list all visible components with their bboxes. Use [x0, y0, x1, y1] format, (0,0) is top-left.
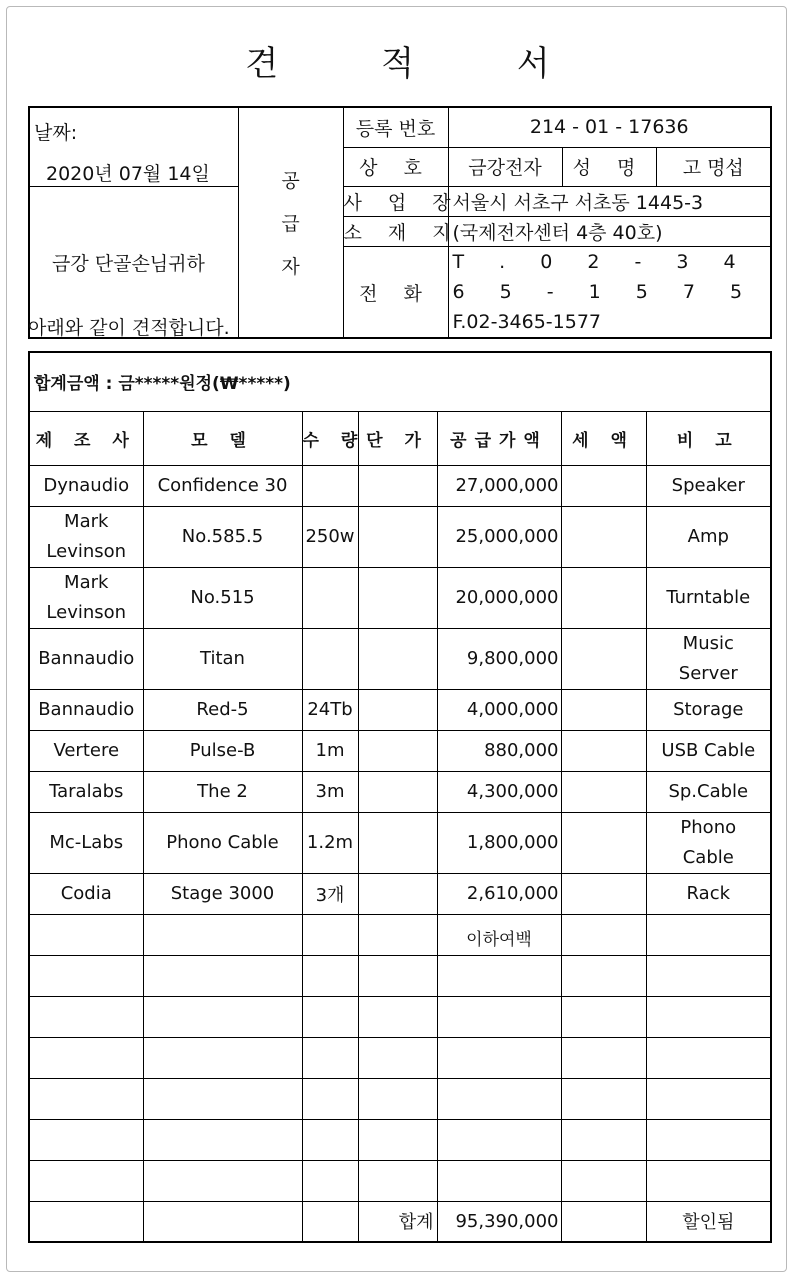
- reg-value: 214 - 01 - 17636: [448, 107, 771, 147]
- table-row: [29, 567, 771, 628]
- phone-number: T . 0 2 - 3 4 6 5 - 1 5 7 5: [452, 251, 757, 303]
- tax-cell: [561, 730, 646, 771]
- blank-marker: 이하여백: [437, 914, 561, 955]
- footer-cell: [302, 1201, 358, 1242]
- blank-cell: [561, 914, 646, 955]
- note-text: Sp.Cable: [668, 781, 749, 802]
- table-row: [29, 873, 771, 914]
- maker-text: Dynaudio: [43, 475, 130, 496]
- blank-cell: [646, 1119, 771, 1160]
- table-row: [29, 506, 771, 567]
- date-value: 2020년 07월 14일: [46, 163, 210, 185]
- address-line-1: 서울시 서초구 서초동 1445-3: [448, 187, 771, 217]
- maker-text: Mark: [64, 510, 109, 532]
- tax-cell: [561, 465, 646, 506]
- blank-cell: [143, 996, 302, 1037]
- note-text: Cable: [682, 846, 734, 868]
- blank-cell: [29, 1119, 143, 1160]
- date-cell: [29, 107, 238, 187]
- blank-row: [29, 1078, 771, 1119]
- model-cell: Stage 3000: [143, 873, 302, 914]
- blank-cell: [646, 1037, 771, 1078]
- maker-cell: [29, 567, 143, 628]
- note-text: Phono: [680, 816, 737, 838]
- blank-cell: [29, 914, 143, 955]
- header-supply-amount: 공급가액: [437, 411, 561, 465]
- blank-cell: [302, 1160, 358, 1201]
- blank-cell: [561, 1119, 646, 1160]
- blank-cell: [358, 1078, 437, 1119]
- note-text: Speaker: [671, 475, 745, 496]
- blank-cell: [646, 1078, 771, 1119]
- maker-cell: [29, 506, 143, 567]
- blank-cell: [358, 1119, 437, 1160]
- maker-cell: [29, 628, 143, 689]
- note-cell: [646, 689, 771, 730]
- blank-cell: [302, 1119, 358, 1160]
- unit-price-cell: [358, 873, 437, 914]
- address-label-2: 소 재 지: [343, 217, 448, 247]
- maker-text: Bannaudio: [38, 699, 135, 720]
- qty-cell: 3개: [302, 873, 358, 914]
- note-text: Turntable: [666, 587, 751, 608]
- address-label-1: 사 업 장: [343, 187, 448, 217]
- footer-label: 합계: [358, 1201, 437, 1242]
- header-note: 비 고: [646, 411, 771, 465]
- blank-cell: [29, 996, 143, 1037]
- maker-text: Codia: [60, 883, 112, 904]
- note-cell: [646, 465, 771, 506]
- blank-cell: [561, 1078, 646, 1119]
- supplier-side-label: 공 급 자: [238, 107, 343, 338]
- blank-cell: [437, 1078, 561, 1119]
- supply-amount-cell: 880,000: [437, 730, 561, 771]
- blank-cell: [646, 996, 771, 1037]
- blank-cell: [143, 1037, 302, 1078]
- header-qty: 수 량: [302, 411, 358, 465]
- supply-amount-cell: 9,800,000: [437, 628, 561, 689]
- model-cell: Confidence 30: [143, 465, 302, 506]
- qty-cell: [302, 628, 358, 689]
- maker-cell: [29, 689, 143, 730]
- tax-cell: [561, 771, 646, 812]
- supply-amount-cell: 20,000,000: [437, 567, 561, 628]
- blank-cell: [29, 1078, 143, 1119]
- tax-cell: [561, 506, 646, 567]
- supply-amount-cell: 25,000,000: [437, 506, 561, 567]
- blank-cell: [29, 1037, 143, 1078]
- phone-label: 전 화: [343, 247, 448, 339]
- blank-cell: [29, 1160, 143, 1201]
- qty-cell: 3m: [302, 771, 358, 812]
- tax-cell: [561, 873, 646, 914]
- company-value: 금강전자: [448, 147, 562, 186]
- date-label: 날짜:: [34, 122, 78, 144]
- blank-cell: [143, 1119, 302, 1160]
- maker-text: Levinson: [46, 601, 127, 623]
- note-cell: [646, 812, 771, 873]
- header-unit-price: 단 가: [358, 411, 437, 465]
- maker-text: Bannaudio: [38, 648, 135, 669]
- fax-number: F.02-3465-1577: [452, 311, 602, 333]
- blank-row: [29, 996, 771, 1037]
- blank-cell: [143, 1160, 302, 1201]
- table-row: [29, 465, 771, 506]
- unit-price-cell: [358, 730, 437, 771]
- blank-cell: [646, 1160, 771, 1201]
- blank-cell: [29, 955, 143, 996]
- maker-cell: [29, 730, 143, 771]
- note-cell: [646, 730, 771, 771]
- note-text: Server: [678, 662, 738, 684]
- blank-cell: [358, 1160, 437, 1201]
- unit-price-cell: [358, 567, 437, 628]
- blank-cell: [143, 914, 302, 955]
- note-cell: [646, 506, 771, 567]
- blank-cell: [437, 1119, 561, 1160]
- qty-cell: [302, 465, 358, 506]
- unit-price-cell: [358, 689, 437, 730]
- table-row: [29, 730, 771, 771]
- supply-amount-cell: 2,610,000: [437, 873, 561, 914]
- blank-cell: [358, 996, 437, 1037]
- blank-cell: [437, 996, 561, 1037]
- name-label: 성 명: [562, 147, 656, 186]
- supply-amount-cell: 4,000,000: [437, 689, 561, 730]
- note-cell: [646, 873, 771, 914]
- note-text: Rack: [686, 883, 731, 904]
- customer-name: 금강 단골손님귀하: [29, 187, 238, 339]
- maker-cell: [29, 465, 143, 506]
- name-value: 고 명섭: [656, 147, 771, 186]
- footer-note: 할인됨: [646, 1201, 771, 1242]
- tax-cell: [561, 567, 646, 628]
- blank-cell: [302, 955, 358, 996]
- model-cell: The 2: [143, 771, 302, 812]
- note-text: USB Cable: [661, 740, 756, 761]
- qty-cell: 1.2m: [302, 812, 358, 873]
- footer-row: [29, 1201, 771, 1242]
- blank-row: [29, 1037, 771, 1078]
- note-cell: [646, 771, 771, 812]
- blank-cell: [302, 914, 358, 955]
- blank-cell: [358, 955, 437, 996]
- note-text: Storage: [673, 699, 744, 720]
- note-cell: [646, 628, 771, 689]
- table-row: [29, 812, 771, 873]
- blank-cell: [302, 1037, 358, 1078]
- blank-cell: [646, 955, 771, 996]
- qty-cell: 24Tb: [302, 689, 358, 730]
- maker-text: Mark: [64, 571, 109, 593]
- model-cell: Phono Cable: [143, 812, 302, 873]
- header-row: [29, 411, 771, 465]
- reg-label: 등록 번호: [343, 107, 448, 147]
- model-cell: Red-5: [143, 689, 302, 730]
- unit-price-cell: [358, 628, 437, 689]
- blank-cell: [437, 1160, 561, 1201]
- blank-cell: [561, 955, 646, 996]
- blank-cell: [561, 1160, 646, 1201]
- tax-cell: [561, 689, 646, 730]
- address-line-2: (국제전자센터 4층 40호): [448, 217, 771, 247]
- note-cell: [646, 567, 771, 628]
- blank-cell: [302, 1078, 358, 1119]
- blank-cell: [302, 996, 358, 1037]
- unit-price-cell: [358, 506, 437, 567]
- document-title: 견 적 서: [245, 44, 596, 84]
- qty-cell: 250w: [302, 506, 358, 567]
- blank-cell: [143, 955, 302, 996]
- maker-cell: [29, 771, 143, 812]
- note-text: Music: [682, 632, 734, 654]
- blank-cell: [561, 996, 646, 1037]
- tax-cell: [561, 812, 646, 873]
- total-amount-line: 합계금액 : 금*****원정(₩*****): [29, 352, 771, 411]
- qty-cell: [302, 567, 358, 628]
- header-model: 모 델: [143, 411, 302, 465]
- model-cell: Pulse-B: [143, 730, 302, 771]
- model-cell: Titan: [143, 628, 302, 689]
- unit-price-cell: [358, 812, 437, 873]
- maker-cell: [29, 873, 143, 914]
- unit-price-cell: [358, 771, 437, 812]
- maker-cell: [29, 812, 143, 873]
- supply-amount-cell: 1,800,000: [437, 812, 561, 873]
- company-label: 상 호: [343, 147, 448, 186]
- blank-cell: [646, 914, 771, 955]
- table-row: [29, 771, 771, 812]
- footer-cell: [29, 1201, 143, 1242]
- blank-cell: [561, 1037, 646, 1078]
- header-maker: 제 조 사: [29, 411, 143, 465]
- quote-table: [28, 351, 772, 1243]
- blank-cell: [358, 914, 437, 955]
- blank-cell: [358, 1037, 437, 1078]
- maker-text: Taralabs: [49, 781, 124, 802]
- table-row: [29, 628, 771, 689]
- phone-cell: [448, 247, 771, 339]
- footer-cell: [561, 1201, 646, 1242]
- table-row: [29, 689, 771, 730]
- unit-price-cell: [358, 465, 437, 506]
- footer-cell: [143, 1201, 302, 1242]
- blank-cell: [437, 1037, 561, 1078]
- maker-text: Vertere: [53, 740, 120, 761]
- blank-row: [29, 914, 771, 955]
- supplier-table: [28, 106, 772, 339]
- supply-amount-cell: 4,300,000: [437, 771, 561, 812]
- blank-row: [29, 955, 771, 996]
- header-tax: 세 액: [561, 411, 646, 465]
- tax-cell: [561, 628, 646, 689]
- blank-row: [29, 1119, 771, 1160]
- maker-text: Levinson: [46, 540, 127, 562]
- note-text: Amp: [687, 526, 729, 547]
- maker-text: Mc-Labs: [49, 832, 124, 853]
- qty-cell: 1m: [302, 730, 358, 771]
- model-cell: No.515: [143, 567, 302, 628]
- blank-cell: [437, 955, 561, 996]
- blank-cell: [143, 1078, 302, 1119]
- supply-amount-cell: 27,000,000: [437, 465, 561, 506]
- blank-row: [29, 1160, 771, 1201]
- footer-amount: 95,390,000: [437, 1201, 561, 1242]
- intro-text: 아래와 같이 견적합니다.: [28, 317, 230, 339]
- model-cell: No.585.5: [143, 506, 302, 567]
